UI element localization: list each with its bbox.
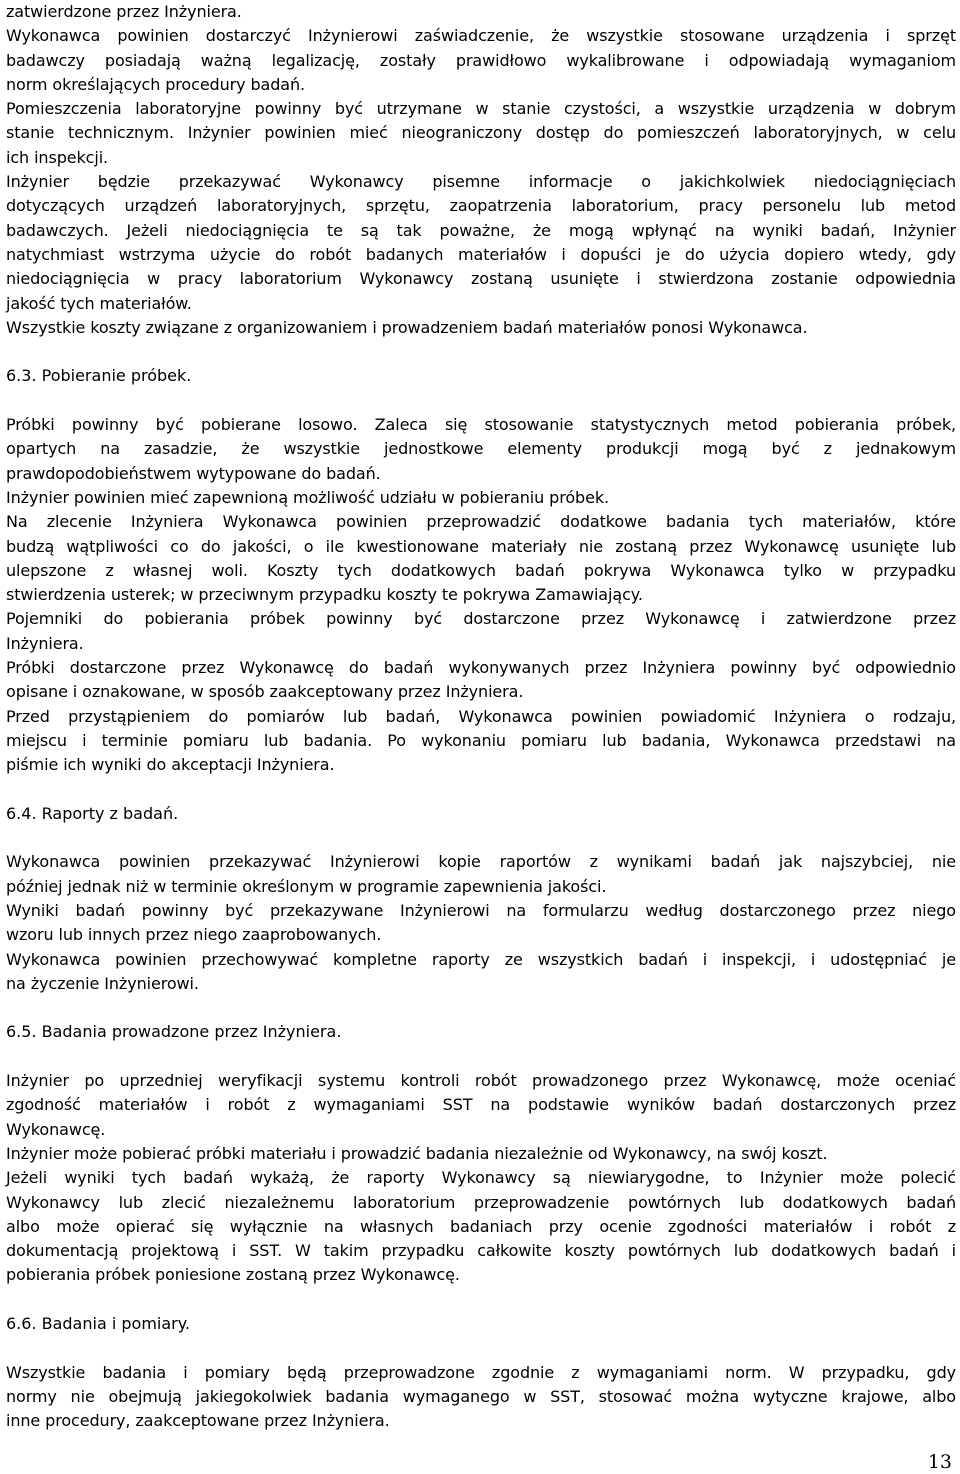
text-line: jakość tych materiałów. — [6, 293, 192, 313]
section-heading: 6.4. Raporty z badań. — [6, 803, 179, 823]
text-line: ulepszone z własnej woli. Koszty tych dodatkowych badań pokrywa Wykonawca tylko w przypadku — [6, 560, 956, 580]
paragraph — [6, 510, 956, 607]
text-line: Wszystkie badania i pomiary będą przeprowadzone zgodnie z wymaganiami norm. W przypadku, gdy — [6, 1362, 956, 1382]
paragraph-spacer — [6, 389, 956, 413]
text-line: norm określających procedury badań. — [6, 74, 306, 94]
text-line: normy nie obejmują jakiegokolwiek badania wymaganego w SST, stosować można wytyczne krajowe, albo — [6, 1386, 956, 1406]
text-line: Wykonawcy lub zlecić niezależnemu laboratorium przeprowadzenie powtórnych lub dodatkowych badań — [6, 1192, 956, 1212]
text-line: Wykonawca powinien przechowywać kompletne raporty ze wszystkich badań i inspekcji, i udostępniać je — [6, 949, 956, 969]
paragraph — [6, 899, 956, 948]
paragraph — [6, 850, 956, 899]
paragraph — [6, 607, 956, 656]
text-line: niedociągnięcia w pracy laboratorium Wykonawcy zostaną usunięte i stwierdzona zostanie odpowiednia — [6, 269, 956, 289]
text-line: piśmie ich wyniki do akceptacji Inżyniera. — [6, 755, 335, 775]
paragraph — [6, 486, 956, 510]
paragraph-spacer — [6, 1045, 956, 1069]
text-line: natychmiast wstrzyma użycie do robót badanych materiałów i dopuści je do użycia dopiero wtedy, gdy — [6, 244, 956, 264]
text-line: badawczych. Jeżeli niedociągnięcia te są tak poważne, że mogą wpłynąć na wyniki badań, Inżynier — [6, 220, 956, 240]
text-line: Pojemniki do pobierania próbek powinny być dostarczone przez Wykonawcę i zatwierdzone przez — [6, 609, 956, 629]
text-line: później jednak niż w terminie określonym w programie zapewnienia jakości. — [6, 876, 607, 896]
text-line: Pomieszczenia laboratoryjne powinny być utrzymane w stanie czystości, a wszystkie urządzenia w dobrym — [6, 99, 956, 119]
paragraph — [6, 97, 956, 170]
text-line: wzoru lub innych przez niego zaaprobowanych. — [6, 925, 382, 945]
text-line: opartych na zasadzie, że wszystkie jednostkowe elementy produkcji mogą być z jednakowym — [6, 439, 956, 459]
text-line: stwierdzenia usterek; w przeciwnym przypadku koszty te pokrywa Zamawiający. — [6, 585, 643, 605]
document-page — [6, 0, 956, 1434]
text-line: Przed przystąpieniem do pomiarów lub badań, Wykonawca powinien powiadomić Inżyniera o rodzaju, — [6, 706, 956, 726]
text-line: Wszystkie koszty związane z organizowaniem i prowadzeniem badań materiałów ponosi Wykonawca. — [6, 317, 808, 337]
text-line: Inżynier po uprzedniej weryfikacji systemu kontroli robót prowadzonego przez Wykonawcę, może oceniać — [6, 1071, 956, 1091]
text-line: Inżynier będzie przekazywać Wykonawcy pisemne informacje o jakichkolwiek niedociągnięciach — [6, 172, 956, 192]
text-line: Wykonawca powinien przekazywać Inżynierowi kopie raportów z wynikami badań jak najszybciej, nie — [6, 852, 956, 872]
text-line: Inżyniera. — [6, 633, 84, 653]
paragraph — [6, 705, 956, 778]
text-line: dotyczących urządzeń laboratoryjnych, sprzętu, zaopatrzenia laboratorium, pracy personelu lub metod — [6, 196, 956, 216]
text-line: Na zlecenie Inżyniera Wykonawca powinien przeprowadzić dodatkowe badania tych materiałów, które — [6, 512, 956, 532]
text-line: Inżynier może pobierać próbki materiału i prowadzić badania niezależnie od Wykonawcy, na swój koszt. — [6, 1143, 828, 1163]
paragraph-spacer — [6, 778, 956, 802]
paragraph — [6, 1142, 956, 1166]
paragraph — [6, 1069, 956, 1142]
paragraph-spacer — [6, 1336, 956, 1360]
paragraph-spacer — [6, 1288, 956, 1312]
paragraph-spacer — [6, 826, 956, 850]
paragraph — [6, 1166, 956, 1287]
text-line: dokumentacją projektową i SST. W takim przypadku całkowite koszty powtórnych lub dodatkowych badań i — [6, 1241, 956, 1261]
text-line: albo może opierać się wyłącznie na własnych badaniach przy ocenie zgodności materiałów i robót z — [6, 1216, 956, 1236]
page-number: 13 — [927, 1451, 952, 1473]
text-line: budzą wątpliwości co do jakości, o ile kwestionowane materiały nie zostaną przez Wykonawcę usunięte lub — [6, 536, 956, 556]
paragraph — [6, 413, 956, 486]
text-line: Próbki dostarczone przez Wykonawcę do badań wykonywanych przez Inżyniera powinny być odpowiednio — [6, 658, 956, 678]
paragraph — [6, 24, 956, 97]
text-line: badawczy posiadają ważną legalizację, zostały prawidłowo wykalibrowane i odpowiadają wymaganiom — [6, 50, 956, 70]
text-line: stanie technicznym. Inżynier powinien mieć nieograniczony dostęp do pomieszczeń laboratoryjnych, w celu — [6, 123, 956, 143]
text-line: na życzenie Inżynierowi. — [6, 973, 199, 993]
text-line: opisane i oznakowane, w sposób zaakceptowany przez Inżyniera. — [6, 682, 524, 702]
paragraph — [6, 948, 956, 997]
text-line: prawdopodobieństwem wytypowane do badań. — [6, 463, 381, 483]
paragraph — [6, 0, 956, 24]
paragraph — [6, 170, 956, 316]
text-line: Wykonawcę. — [6, 1119, 106, 1139]
text-line: zatwierdzone przez Inżyniera. — [6, 2, 242, 21]
text-line: Jeżeli wyniki tych badań wykażą, że raporty Wykonawcy są niewiarygodne, to Inżynier może polecić — [6, 1168, 956, 1188]
text-line: inne procedury, zaakceptowane przez Inżyniera. — [6, 1411, 390, 1431]
section-heading: 6.6. Badania i pomiary. — [6, 1314, 190, 1334]
text-line: Próbki powinny być pobierane losowo. Zaleca się stosowanie statystycznych metod pobierania próbek, — [6, 415, 956, 435]
text-line: Wykonawca powinien dostarczyć Inżynierowi zaświadczenie, że wszystkie stosowane urządzenia i sprzęt — [6, 26, 956, 46]
section-heading: 6.5. Badania prowadzone przez Inżyniera. — [6, 1022, 342, 1042]
paragraph — [6, 656, 956, 705]
text-line: Wyniki badań powinny być przekazywane Inżynierowi na formularzu według dostarczonego przez niego — [6, 900, 956, 920]
text-line: ich inspekcji. — [6, 147, 109, 167]
text-line: miejscu i terminie pomiaru lub badania. Po wykonaniu pomiaru lub badania, Wykonawca przedstawi na — [6, 730, 956, 750]
text-line: Inżynier powinien mieć zapewnioną możliwość udziału w pobieraniu próbek. — [6, 487, 609, 507]
section-heading: 6.3. Pobieranie próbek. — [6, 366, 192, 386]
paragraph-spacer — [6, 996, 956, 1020]
paragraph — [6, 1361, 956, 1434]
text-line: zgodność materiałów i robót z wymaganiami SST na podstawie wyników badań dostarczonych przez — [6, 1095, 956, 1115]
text-line: pobierania próbek poniesione zostaną przez Wykonawcę. — [6, 1265, 460, 1285]
paragraph — [6, 316, 956, 340]
paragraph-spacer — [6, 340, 956, 364]
